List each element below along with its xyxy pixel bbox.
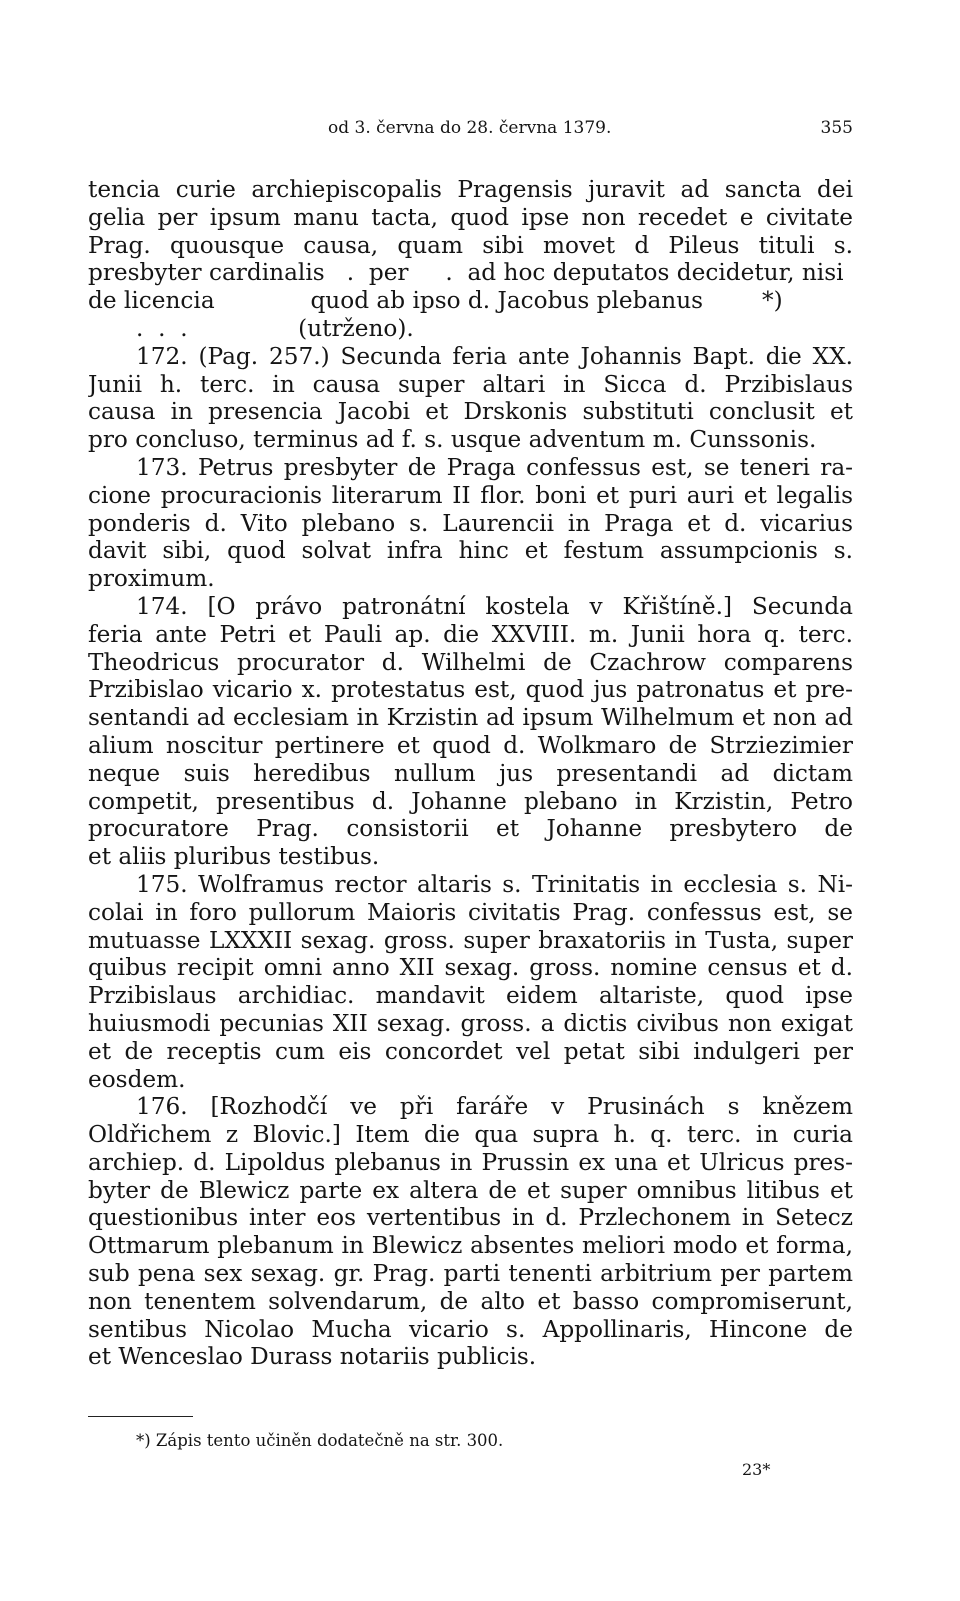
text-line: huiusmodi pecunias XII sexag. gross. a dictis civibus non exigat xyxy=(88,1009,853,1037)
text-line: davit sibi, quod solvat infra hinc et festum assumpcionis s. xyxy=(88,537,853,565)
text-line: procuratore Prag. consistorii et Johanne presbytero de xyxy=(88,815,853,843)
entry-175-heading: 175. Wolframus rector altaris s. Trinitatis in ecclesia s. Ni- xyxy=(136,870,853,898)
text-line: de licencia quod ab ipso d. Jacobus plebanus *) xyxy=(88,287,783,315)
text-line: pro concluso, terminus ad f. s. usque adventum m. Cunssonis. xyxy=(88,426,817,454)
text-line: alium noscitur pertinere et quod d. Wolkmaro de Strziezimier xyxy=(88,731,853,759)
text-line: feria ante Petri et Pauli ap. die XXVIII. m. Junii hora q. terc. xyxy=(88,620,853,648)
text-line: eosdem. xyxy=(88,1065,186,1093)
text-line: questionibus inter eos vertentibus in d. Przlechonem in Setecz xyxy=(88,1204,853,1232)
text-line: archiep. d. Lipoldus plebanus in Prussin ex una et Ulricus pres- xyxy=(88,1148,853,1176)
page-header xyxy=(88,118,853,144)
text-line: Przibislaus archidiac. mandavit eidem altariste, quod ipse xyxy=(88,982,853,1010)
footnote-divider xyxy=(88,1416,193,1417)
page-number: 355 xyxy=(820,118,853,138)
text-line: et Wenceslao Durass notariis publicis. xyxy=(88,1343,537,1371)
footnote: *) Zápis tento učiněn dodatečně na str. 300. xyxy=(136,1431,504,1450)
entry-172-heading: 172. (Pag. 257.) Secunda feria ante Johannis Bapt. die XX. xyxy=(136,342,853,370)
text-line: neque suis heredibus nullum jus presentandi ad dictam xyxy=(88,759,853,787)
text-line: cione procuracionis literarum II flor. boni et puri auri et legalis xyxy=(88,481,853,509)
body-text xyxy=(88,176,853,1371)
text-line: . . . (utrženo). xyxy=(136,314,414,342)
text-line: Ottmarum plebanum in Blewicz absentes meliori modo et forma, xyxy=(88,1232,853,1260)
text-line: Oldřichem z Blovic.] Item die qua supra h. q. terc. in curia xyxy=(88,1121,853,1149)
text-line: tencia curie archiepiscopalis Pragensis juravit ad sancta dei xyxy=(88,176,853,203)
text-line: et de receptis cum eis concordet vel petat sibi indulgeri per xyxy=(88,1037,853,1065)
text-line: sub pena sex sexag. gr. Prag. parti tenenti arbitrium per partem xyxy=(88,1260,853,1288)
text-line: colai in foro pullorum Maioris civitatis Prag. confessus est, se xyxy=(88,898,853,926)
text-line: mutuasse LXXXII sexag. gross. super braxatoriis in Tusta, super xyxy=(88,926,853,954)
entry-174-heading: 174. [O právo patronátní kostela v Křištíně.] Secunda xyxy=(136,592,853,620)
text-line: sentibus Nicolao Mucha vicario s. Appollinaris, Hincone de xyxy=(88,1315,853,1343)
text-line: Theodricus procurator d. Wilhelmi de Czachrow comparens xyxy=(88,648,853,676)
printer-signature: 23* xyxy=(742,1460,771,1479)
text-line: byter de Blewicz parte ex altera de et super omnibus litibus et xyxy=(88,1176,853,1204)
text-line: proximum. xyxy=(88,565,215,593)
text-line: competit, presentibus d. Johanne plebano in Krzistin, Petro xyxy=(88,787,853,815)
text-line: et aliis pluribus testibus. xyxy=(88,843,380,871)
text-line: Junii h. terc. in causa super altari in Sicca d. Przibislaus xyxy=(88,370,853,398)
text-line: gelia per ipsum manu tacta, quod ipse non recedet e civitate xyxy=(88,203,853,231)
text-line: Przibislao vicario x. protestatus est, quod jus patronatus et pre- xyxy=(88,676,853,704)
text-line: quibus recipit omni anno XII sexag. gross. nomine census et d. xyxy=(88,954,853,982)
text-line: ponderis d. Vito plebano s. Laurencii in Praga et d. vicarius xyxy=(88,509,853,537)
text-line: Prag. quousque causa, quam sibi movet d Pileus tituli s. xyxy=(88,231,853,259)
text-line: sentandi ad ecclesiam in Krzistin ad ipsum Wilhelmum et non ad xyxy=(88,704,853,732)
text-line: non tenentem solvendarum, de alto et basso compromiserunt, xyxy=(88,1287,853,1315)
running-title: od 3. června do 28. června 1379. xyxy=(328,118,612,138)
entry-176-heading: 176. [Rozhodčí ve při faráře v Prusinách s knězem xyxy=(136,1093,853,1121)
entry-173-heading: 173. Petrus presbyter de Praga confessus est, se teneri ra- xyxy=(136,453,853,481)
text-line: causa in presencia Jacobi et Drskonis substituti conclusit et xyxy=(88,398,853,426)
text-line: presbyter cardinalis . per . ad hoc deputatos decidetur, nisi xyxy=(88,259,844,287)
